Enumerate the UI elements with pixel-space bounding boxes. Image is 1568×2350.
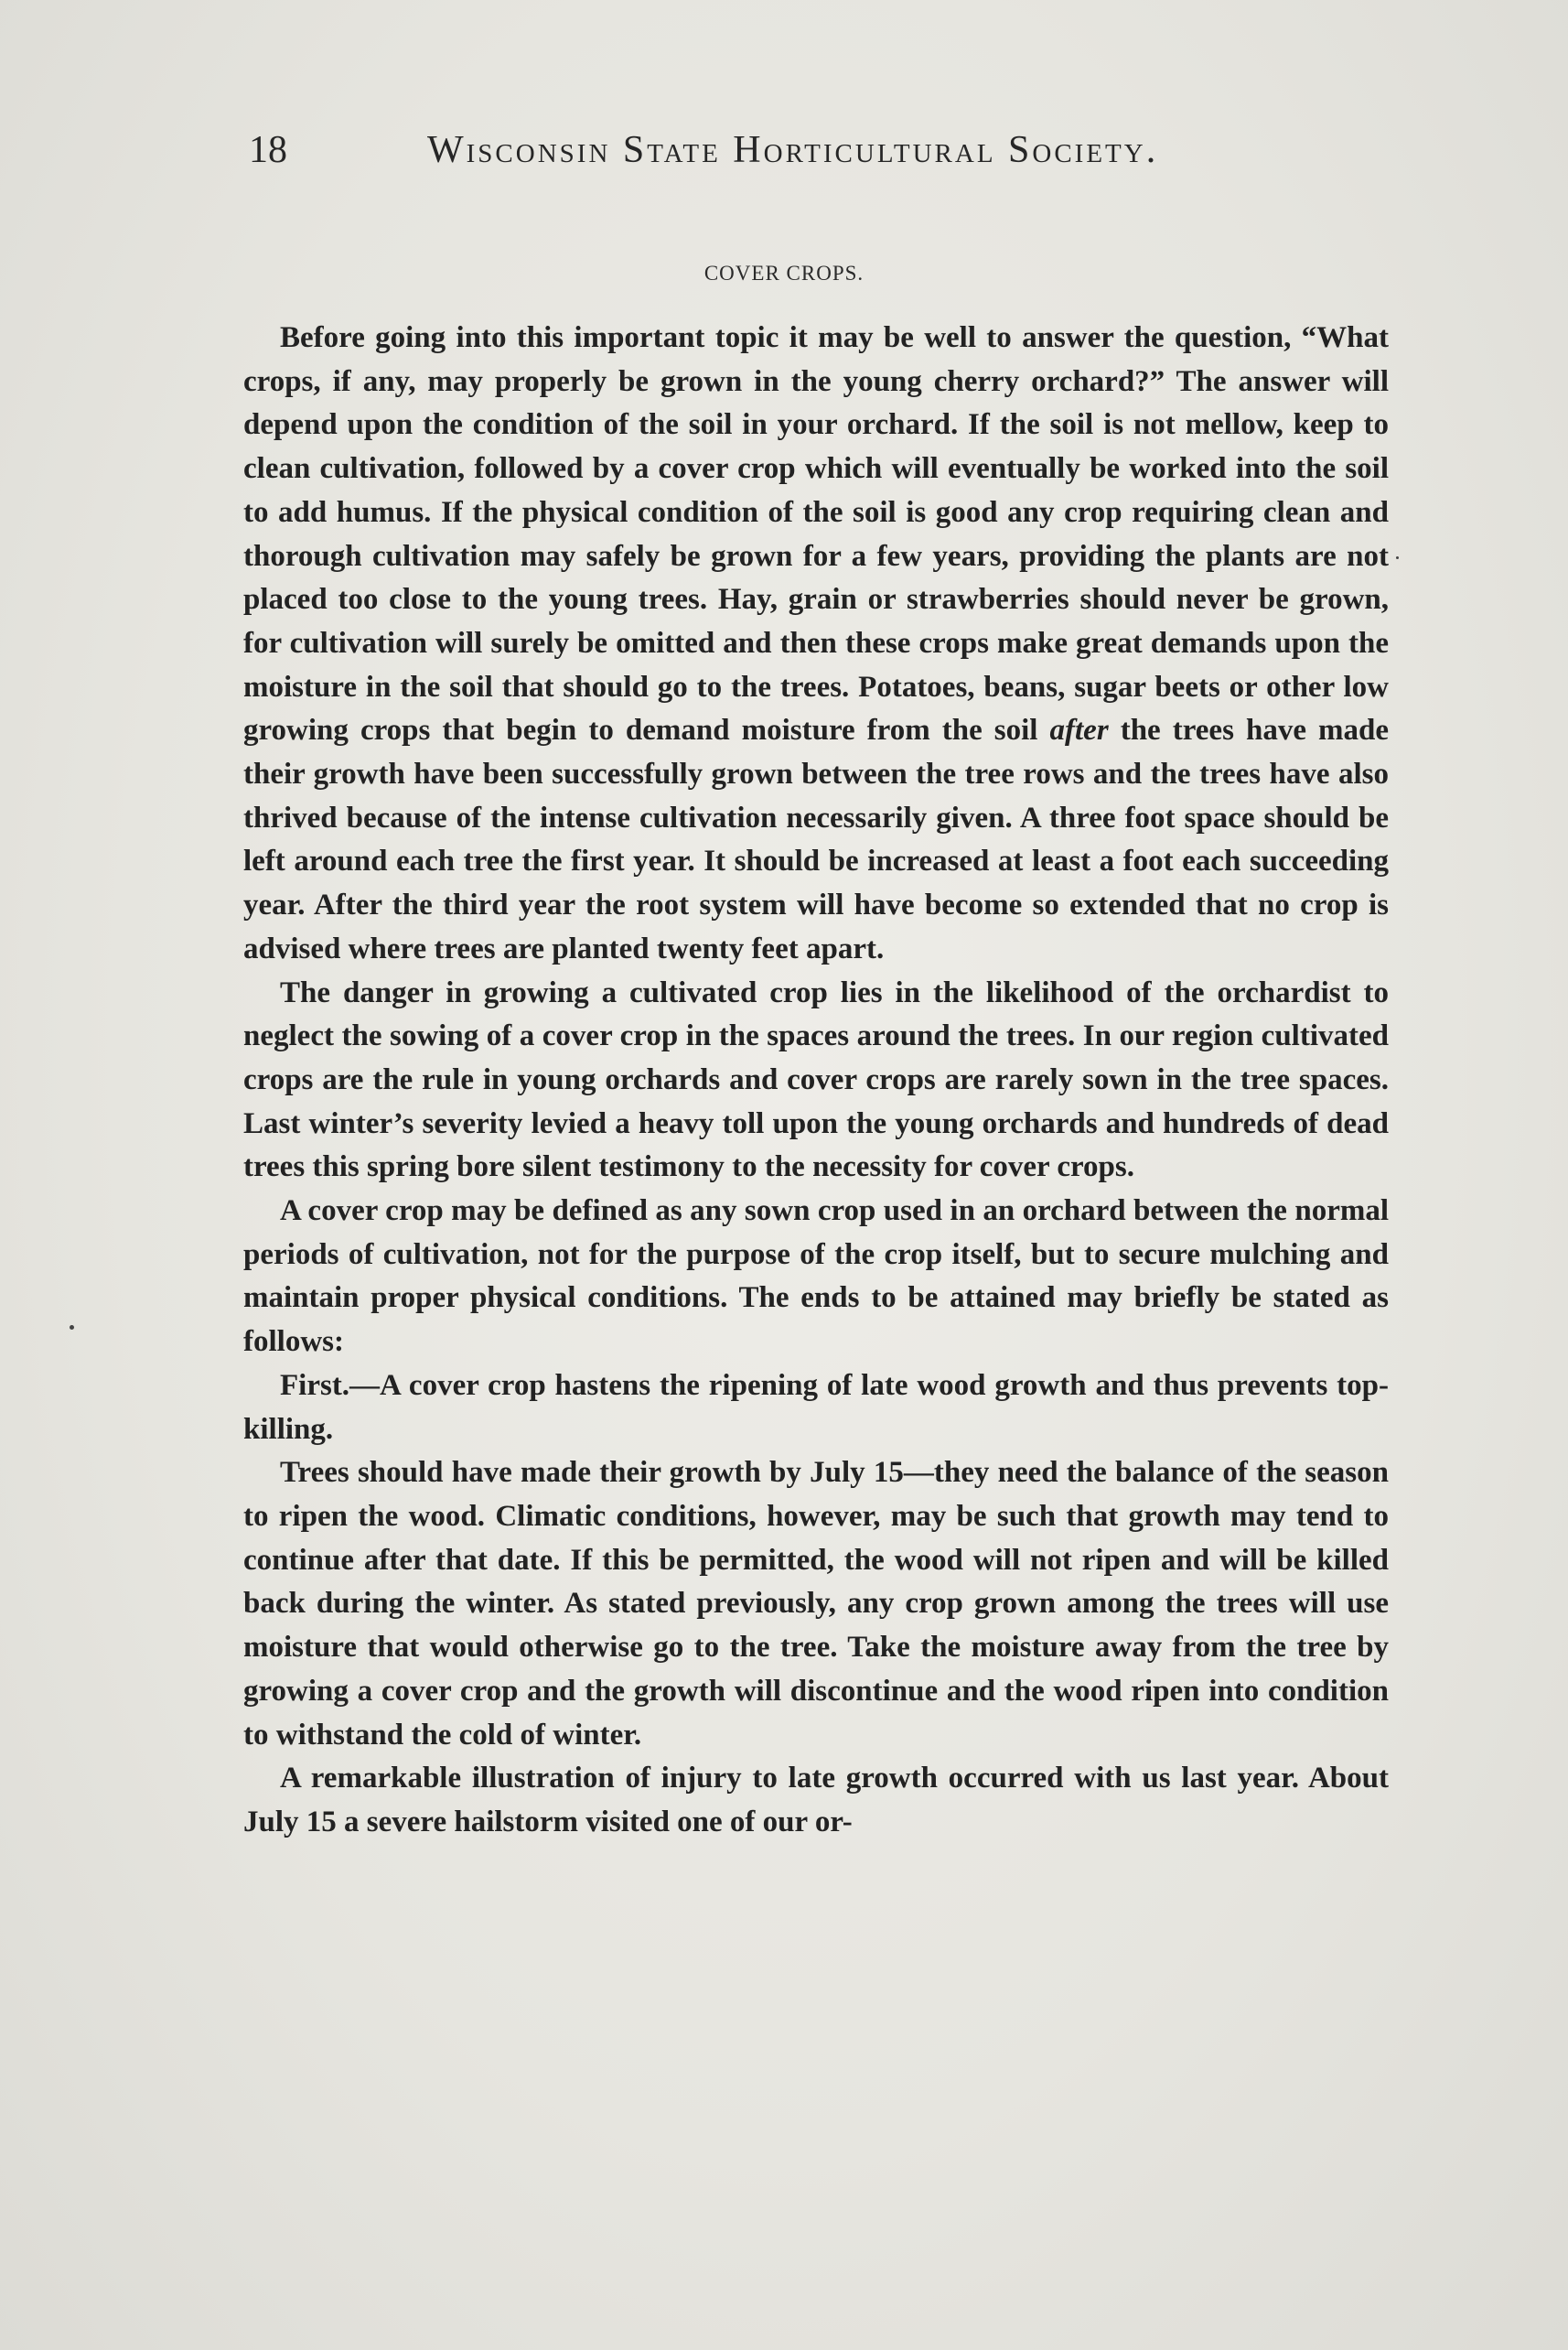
paragraph: First.—A cover crop hastens the ripening of late wood growth and thus prevents top-killing. bbox=[243, 1368, 1389, 1446]
running-head bbox=[249, 128, 1383, 183]
paper-speck bbox=[1396, 556, 1399, 559]
paragraph: A cover crop may be defined as any sown crop used in an orchard between the normal periods of cultivation, not for the purpose of the crop itself, but to secure mulching and maintain proper physical conditions. The ends to be attained may briefly be stated as follows: bbox=[243, 1194, 1389, 1359]
paragraph: Before going into this important topic it may be well to answer the question, “What crops, if any, may properly be grown in the young cherry orchard?” The answer will depend upon the condition of the soil in your orchard. If the soil is not mellow, keep to clean cultivation, followed by a cover crop which will eventually be worked into the soil to add humus. If the physical condition of the soil is good any crop requiring clean and thorough cultivation may safely be grown for a few years, providing the plants are not placed too close to the young trees. Hay, grain or strawberries should never be grown, for cultivation will surely be omitted and then these crops make great demands upon the moisture in the soil that should go to the trees. Potatoes, beans, sugar beets or other low growing crops that begin to demand moisture from the soil after the trees have made their growth have been successfully grown between the tree rows and the trees have also thrived because of the intense cultivation necessarily given. A three foot space should be left around each tree the first year. It should be increased at least a foot each succeeding year. After the third year the root system will have become so extended that no crop is advised where trees are planted twenty feet apart. bbox=[243, 321, 1390, 965]
section-heading: COVER CROPS. bbox=[703, 262, 865, 285]
emphasized-word: after bbox=[1049, 714, 1109, 748]
body-text bbox=[243, 317, 1389, 1845]
page-number: 18 bbox=[249, 129, 287, 171]
paragraph: A remarkable illustration of injury to late growth occurred with us last year. About July 15 a severe hailstorm visited one of our or- bbox=[243, 1762, 1389, 1838]
journal-title: Wisconsin State Horticultural Society. bbox=[427, 129, 1159, 171]
paper-speck bbox=[70, 1325, 74, 1330]
paragraph: The danger in growing a cultivated crop lies in the likelihood of the orchardist to neglect the sowing of a cover crop in the spaces around the trees. In our region cultivated crops are the rule in young orchards and cover crops are rarely sown in the tree spaces. Last winter’s severity levied a heavy toll upon the young orchards and hundreds of dead trees this spring bore silent testimony to the necessity for cover crops. bbox=[243, 976, 1389, 1184]
paragraph: Trees should have made their growth by July 15—they need the balance of the season to ripen the wood. Climatic conditions, however, may be such that growth may tend to continue after that date. If this be permitted, the wood will not ripen and will be killed back during the winter. As stated previously, any crop grown among the trees will use moisture that would otherwise go to the tree. Take the moisture away from the tree by growing a cover crop and the growth will discontinue and the wood ripen into condition to withstand the cold of winter. bbox=[243, 1456, 1389, 1752]
